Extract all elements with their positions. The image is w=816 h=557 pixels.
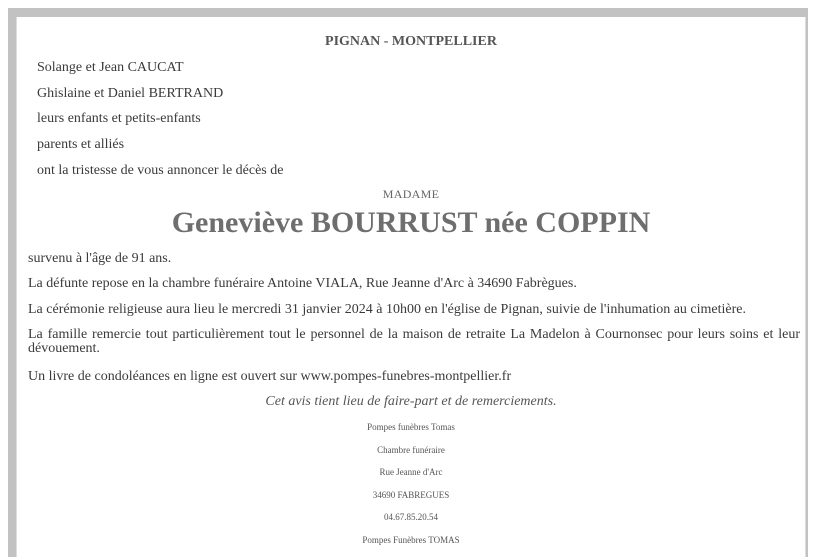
deceased-name: Geneviève BOURRUST née COPPIN: [171, 206, 651, 239]
page-frame: [8, 8, 808, 557]
family-line-1: Solange et Jean CAUCAT: [37, 60, 184, 75]
funeral-phone: 04.67.85.20.54: [384, 512, 438, 522]
notice-line: Cet avis tient lieu de faire-part et de remerciements.: [265, 394, 557, 409]
ceremony-line: La cérémonie religieuse aura lieu le mercredi 31 janvier 2024 à 10h00 en l'église de Pignan, suivie de l'inhumation au cimetière.: [28, 302, 747, 317]
family-line-4: parents et alliés: [37, 137, 125, 152]
funeral-city: 34690 FABREGUES: [372, 490, 450, 500]
family-line-5: ont la tristesse de vous annoncer le décès de: [37, 163, 284, 178]
funeral-home-name: Pompes funèbres Tomas: [367, 422, 455, 432]
repose-line: La défunte repose en la chambre funéraire Antoine VIALA, Rue Jeanne d'Arc à 34690 Fabrègues.: [28, 276, 577, 291]
funeral-home-signature: Pompes Funèbres TOMAS: [362, 535, 460, 545]
deceased-title: MADAME: [382, 187, 440, 201]
family-line-3: leurs enfants et petits-enfants: [37, 111, 201, 126]
obituary-notice: [16, 17, 806, 557]
funeral-street: Rue Jeanne d'Arc: [379, 467, 443, 477]
location-heading: PIGNAN - MONTPELLIER: [325, 34, 497, 49]
family-line-2: Ghislaine et Daniel BERTRAND: [37, 86, 224, 101]
age-line: survenu à l'âge de 91 ans.: [28, 251, 172, 266]
thanks-line: La famille remercie tout particulièrement tout le personnel de la maison de retraite La Madelon à Cournonsec pour leurs soins et leur dévouement.: [28, 327, 800, 356]
funeral-chamber: Chambre funéraire: [377, 445, 445, 455]
condolences-line: Un livre de condoléances en ligne est ouvert sur www.pompes-funebres-montpellier.fr: [28, 369, 512, 384]
